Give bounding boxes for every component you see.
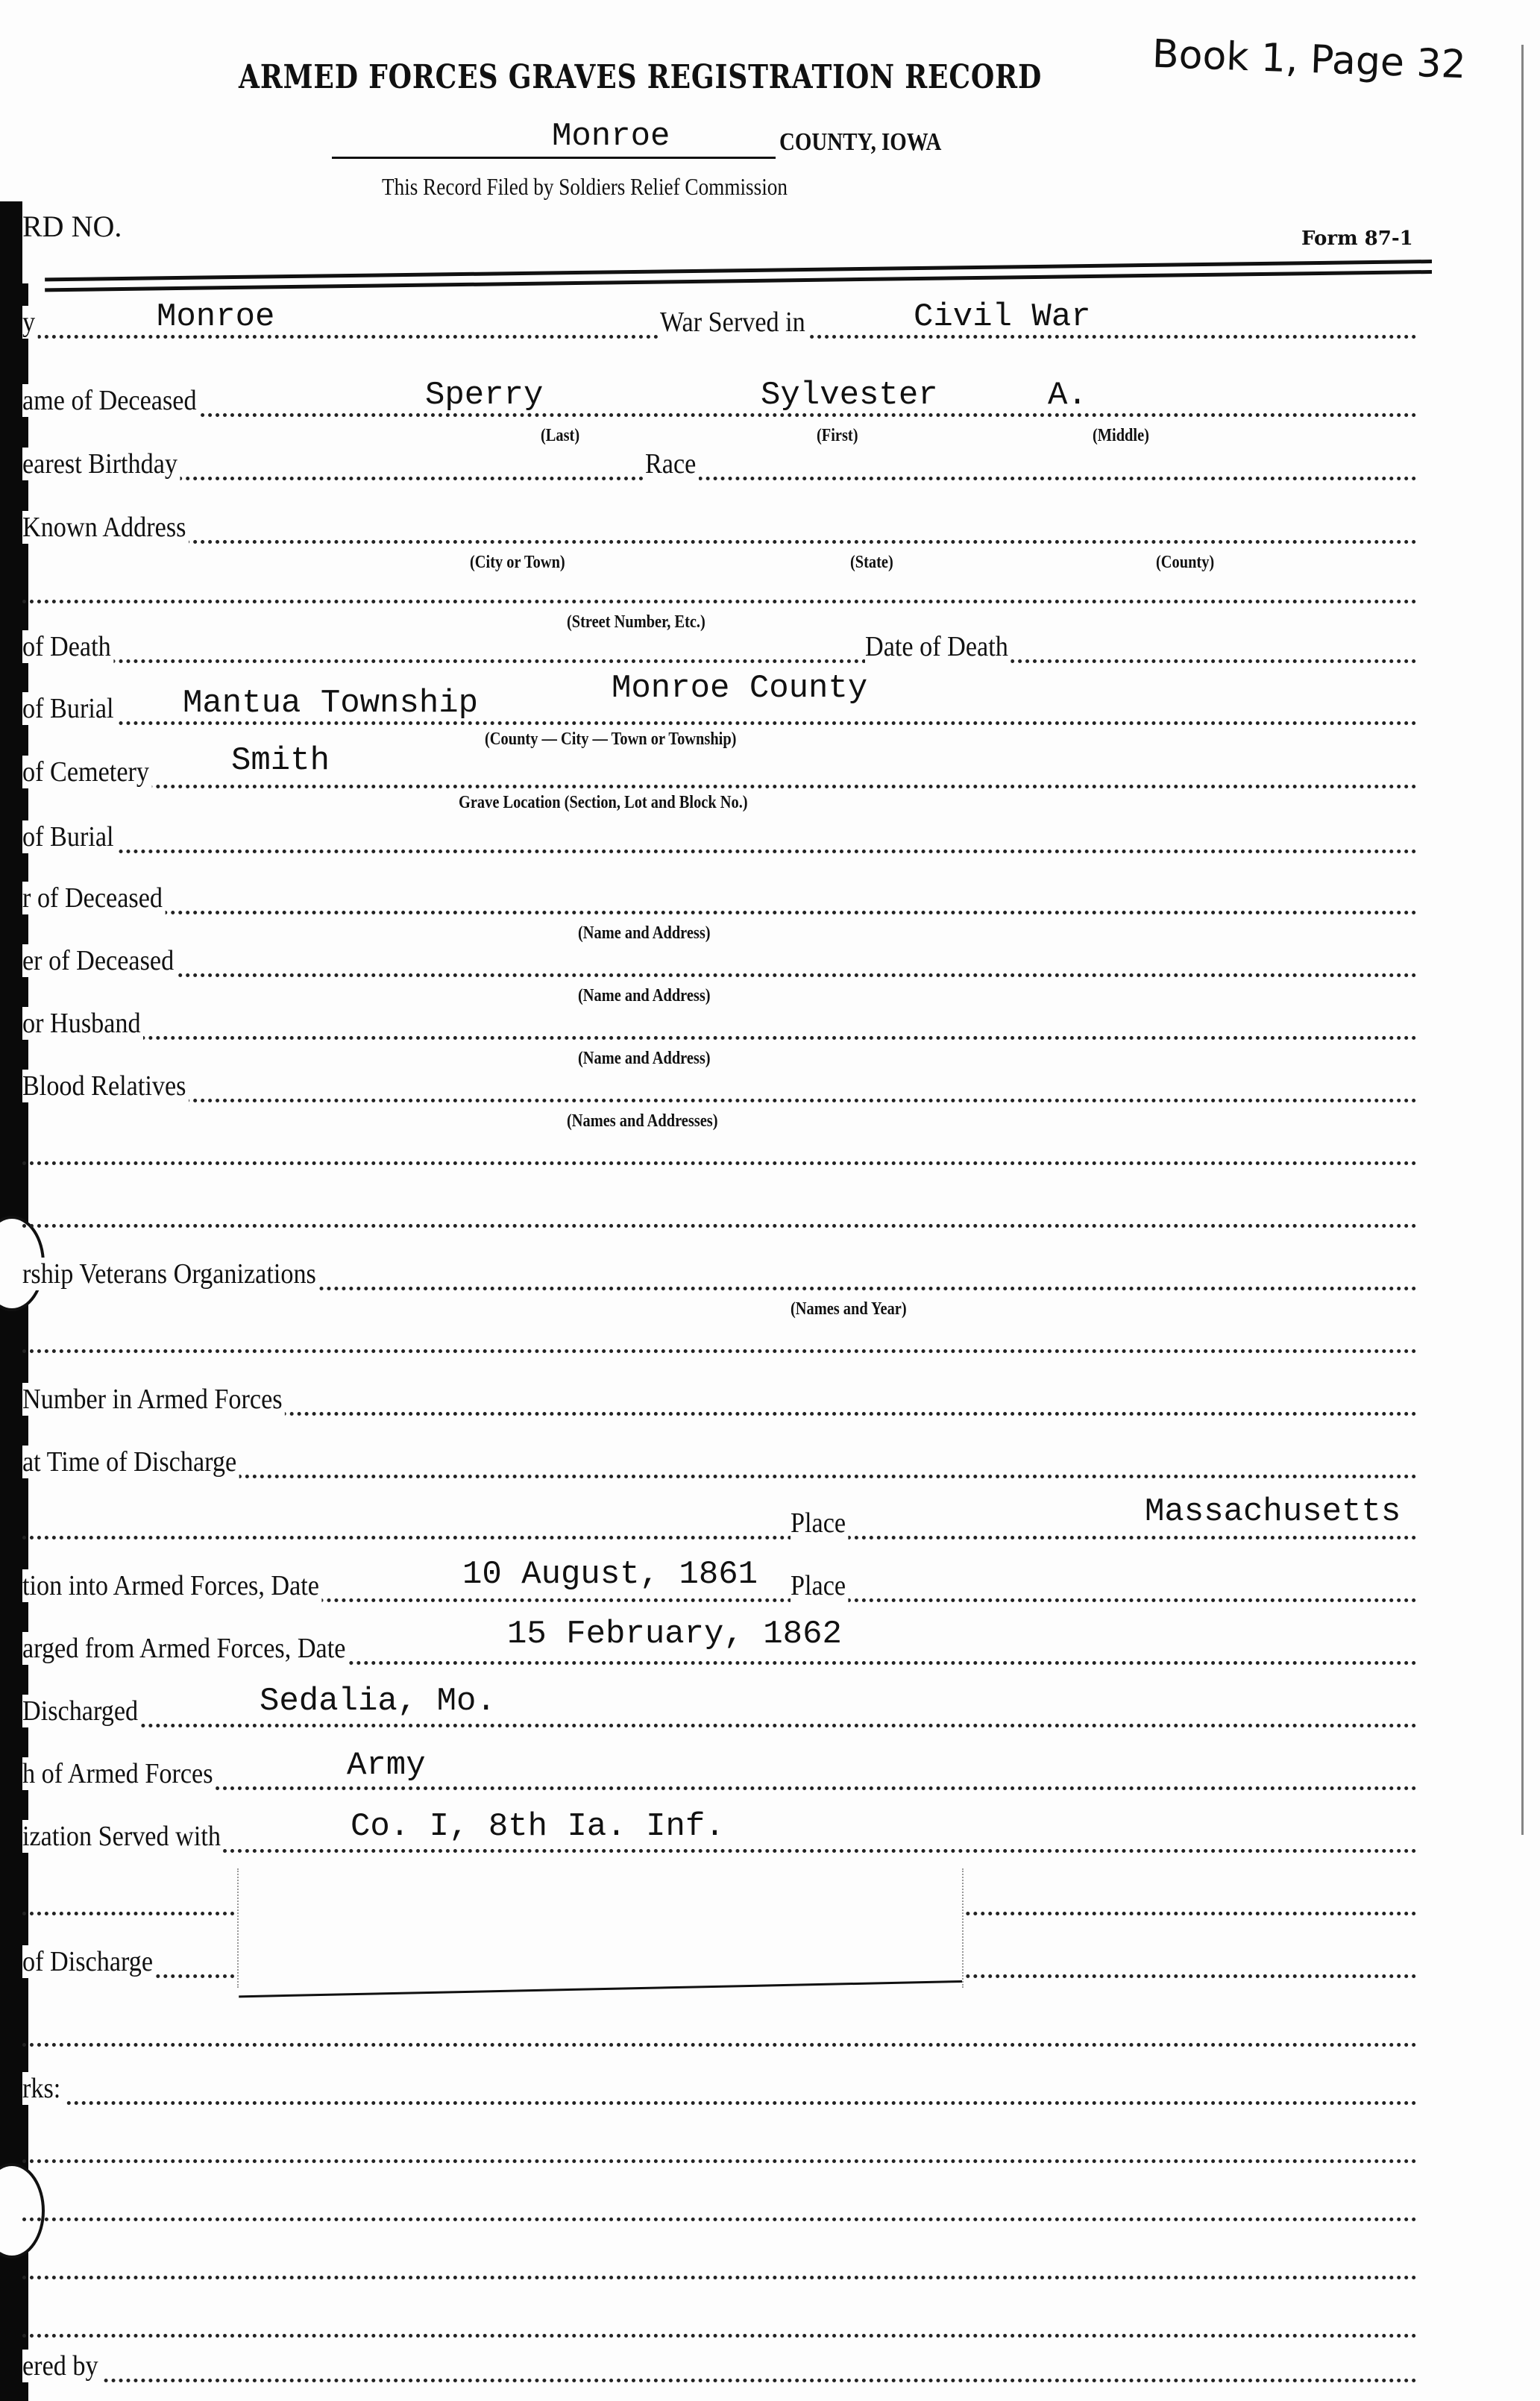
fill-line[interactable]: [22, 1161, 1417, 1165]
fill-line: [22, 2379, 1417, 2382]
branch-field[interactable]: Army: [347, 1747, 426, 1784]
burial-township-field[interactable]: Mantua Township: [183, 685, 479, 722]
fill-line: [22, 1036, 1417, 1040]
fill-line: [22, 1849, 1417, 1853]
row-death: [22, 623, 1417, 668]
organization-field[interactable]: Co. I, 8th Ia. Inf.: [351, 1808, 725, 1845]
fill-line[interactable]: [22, 2276, 1417, 2279]
place-of-death-label: of Death: [22, 630, 113, 663]
fill-line[interactable]: [22, 2043, 1417, 2047]
fill-line: [22, 785, 1417, 788]
rank-label: at Time of Discharge: [22, 1446, 239, 1478]
state-sublabel: (State): [850, 553, 893, 572]
header-county-value[interactable]: Monroe: [552, 118, 670, 155]
cemetery-field[interactable]: Smith: [231, 742, 330, 779]
first-name-field[interactable]: Sylvester: [761, 377, 938, 414]
fill-line: [22, 1536, 1417, 1540]
burial-county-field[interactable]: Monroe County: [612, 670, 868, 707]
row-birth-place: [22, 1493, 1417, 1544]
fill-line[interactable]: [22, 2334, 1417, 2338]
row-remarks-continued: [22, 2181, 1417, 2226]
fill-line[interactable]: [22, 2159, 1417, 2163]
last-sublabel: (Last): [541, 426, 580, 445]
birth-place-field[interactable]: Massachusetts: [1145, 1493, 1401, 1531]
county-state-label: COUNTY, IOWA: [779, 128, 942, 156]
row-remarks-continued: [22, 2123, 1417, 2168]
organization-label: ization Served with: [22, 1820, 224, 1853]
form-number: Form 87-1: [1301, 227, 1413, 250]
row-date-of-burial: [22, 813, 1417, 858]
row-remarks-continued: [22, 2239, 1417, 2284]
fill-line: [22, 477, 1417, 480]
place-of-burial-label: of Burial: [22, 692, 116, 725]
fill-line: [22, 973, 1417, 977]
redacted-area: [237, 1868, 964, 1988]
fill-line: [22, 540, 1417, 544]
induction-date-field[interactable]: 10 August, 1861: [462, 1556, 758, 1593]
row-rank: [22, 1438, 1417, 1483]
date-of-burial-label: of Burial: [22, 820, 116, 853]
row-relatives-continued: [22, 1125, 1417, 1170]
remarks-label: rks:: [22, 2072, 63, 2105]
father-label: r of Deceased: [22, 882, 166, 914]
middle-sublabel: (Middle): [1093, 426, 1149, 445]
row-street: [22, 563, 1417, 632]
row-serial-number: [22, 1375, 1417, 1420]
fill-line: [22, 911, 1417, 914]
street-sublabel: (Street Number, Etc.): [567, 612, 705, 632]
row-remarks: [22, 2065, 1417, 2109]
row-remarks-continued: [22, 2297, 1417, 2342]
county-label: y: [22, 306, 38, 339]
row-discharge-date: [22, 1616, 1417, 1669]
spouse-sublabel: (Name and Address): [578, 1049, 711, 1068]
relatives-label: Blood Relatives: [22, 1070, 189, 1102]
fill-line: [22, 413, 1417, 417]
row-relatives-continued: [22, 1187, 1417, 1232]
row-mother: [22, 937, 1417, 1005]
row-induction: [22, 1556, 1417, 1607]
burial-sublabel: (County — City — Town or Township): [485, 729, 737, 749]
war-served-field[interactable]: Civil War: [914, 298, 1091, 336]
war-served-label: War Served in: [660, 306, 808, 339]
record-number-label: RD NO.: [22, 210, 122, 243]
birthday-label: earest Birthday: [22, 448, 180, 480]
city-sublabel: (City or Town): [470, 553, 565, 572]
fill-line: [22, 1724, 1417, 1727]
fill-line: [22, 659, 1417, 663]
mother-label: er of Deceased: [22, 944, 177, 977]
spouse-label: or Husband: [22, 1007, 143, 1040]
row-branch: [22, 1747, 1417, 1795]
last-name-field[interactable]: Sperry: [425, 377, 544, 414]
row-organizations: [22, 1250, 1417, 1319]
fill-line[interactable]: [22, 1224, 1417, 1228]
discharge-place-field[interactable]: Sedalia, Mo.: [260, 1683, 496, 1720]
row-relatives: [22, 1062, 1417, 1131]
fill-line[interactable]: [22, 2218, 1417, 2221]
relatives-sublabel: (Names and Addresses): [567, 1111, 718, 1131]
middle-name-field[interactable]: A.: [1048, 377, 1087, 414]
discharge-place-label: Discharged: [22, 1695, 141, 1727]
row-name: [22, 377, 1417, 445]
organizations-label: rship Veterans Organizations: [22, 1258, 318, 1290]
fill-line: [22, 850, 1417, 853]
row-blank: [22, 2006, 1417, 2051]
father-sublabel: (Name and Address): [578, 923, 711, 943]
race-label: Race: [645, 448, 699, 480]
county-sublabel: (County): [1156, 553, 1215, 572]
discharge-date-label: arged from Armed Forces, Date: [22, 1632, 348, 1665]
cemetery-label: of Cemetery: [22, 756, 152, 788]
row-discharge-place: [22, 1683, 1417, 1732]
fill-line: [22, 600, 1417, 603]
row-spouse: [22, 999, 1417, 1068]
fill-line: [22, 1786, 1417, 1790]
row-organization: [22, 1808, 1417, 1857]
discharge-date-field[interactable]: 15 February, 1862: [507, 1616, 842, 1653]
fill-line: [22, 1099, 1417, 1102]
address-label: Known Address: [22, 511, 189, 544]
mother-sublabel: (Name and Address): [578, 986, 711, 1005]
first-sublabel: (First): [817, 426, 858, 445]
induction-place-label: Place: [791, 1569, 849, 1602]
filed-by-text: This Record Filed by Soldiers Relief Commission: [382, 173, 788, 200]
row-birthday-race: [22, 440, 1417, 485]
branch-label: h of Armed Forces: [22, 1757, 216, 1790]
row-father: [22, 874, 1417, 943]
fill-line[interactable]: [22, 1349, 1417, 1353]
form-title: ARMED FORCES GRAVES REGISTRATION RECORD: [239, 58, 1043, 96]
entered-by-label: ered by: [22, 2350, 101, 2382]
page-edge: [1521, 45, 1524, 1835]
induction-date-label: tion into Armed Forces, Date: [22, 1569, 322, 1602]
grave-location-sublabel: Grave Location (Section, Lot and Block No.): [459, 793, 748, 812]
discharge-type-label: of Discharge: [22, 1945, 156, 1978]
organizations-sublabel: (Names and Year): [791, 1299, 907, 1319]
name-label: ame of Deceased: [22, 384, 199, 417]
row-cemetery: [22, 742, 1417, 812]
header-rule: [45, 260, 1432, 281]
row-address: [22, 503, 1417, 572]
date-of-death-label: Date of Death: [865, 630, 1011, 663]
serial-number-label: Number in Armed Forces: [22, 1383, 285, 1416]
row-organizations-continued: [22, 1313, 1417, 1358]
row-county-war: [22, 298, 1417, 343]
row-place-of-burial: [22, 670, 1417, 749]
row-entered-by: [22, 2342, 1417, 2387]
header-rule: [45, 270, 1432, 292]
fill-line: [22, 2101, 1417, 2105]
county-underline: [332, 157, 776, 159]
book-page-annotation: Book 1, Page 32: [1151, 31, 1467, 88]
birth-place-label: Place: [791, 1507, 849, 1540]
county-field[interactable]: Monroe: [157, 298, 275, 336]
